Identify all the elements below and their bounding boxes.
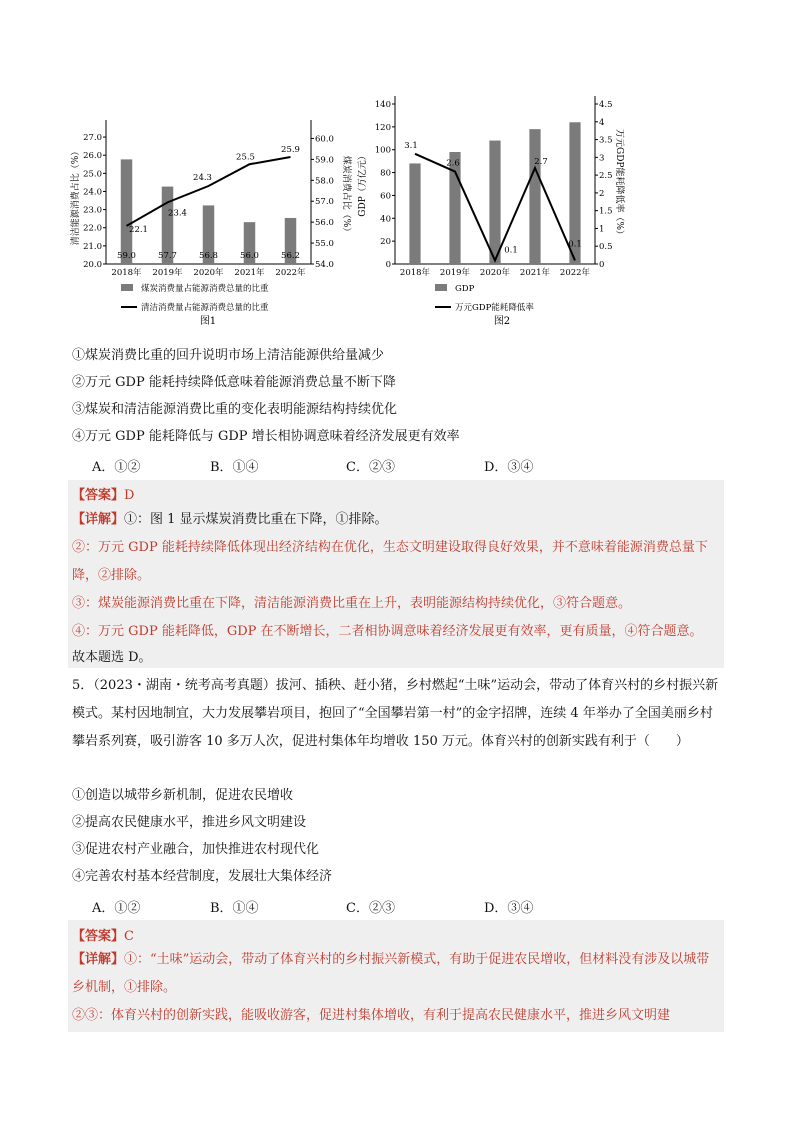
bar xyxy=(489,141,500,264)
answer-value: C xyxy=(124,929,134,944)
right-tick-label: 0.5 xyxy=(599,242,613,253)
bar xyxy=(529,129,540,264)
left-tick-label: 100 xyxy=(374,145,391,156)
answer-value: D xyxy=(124,488,135,503)
bar xyxy=(121,159,132,264)
figure-2-chart xyxy=(355,92,655,338)
q5-option-b: B．①④ xyxy=(210,901,259,916)
right-axis-title: 万元GDP能耗降低率（%） xyxy=(614,128,624,240)
figure-caption: 图1 xyxy=(199,316,217,327)
q4-statement-1: ①煤炭消费比重的回升说明市场上清洁能源供给量减少 xyxy=(72,348,385,363)
category-label: 2022年 xyxy=(559,268,591,278)
left-tick-label: 60 xyxy=(380,191,391,202)
q4-detail-4: ④：万元 GDP 能耗降低，GDP 在不断增长，二者相协调意味着经济发展更有效率，更有质量，④符合题意。 xyxy=(72,624,703,639)
left-tick-label: 24.0 xyxy=(83,187,102,198)
left-tick-label: 20 xyxy=(380,237,391,248)
left-tick-label: 27.0 xyxy=(83,133,102,144)
right-tick-label: 4 xyxy=(599,117,605,128)
category-label: 2018年 xyxy=(111,268,142,278)
category-label: 2019年 xyxy=(152,268,183,278)
q5-statement-4: ④完善农村基本经营制度，发展壮大集体经济 xyxy=(72,869,333,884)
q4-option-b: B．①④ xyxy=(210,460,259,475)
left-tick-label: 22.0 xyxy=(83,223,102,234)
q4-detail-2: ②：万元 GDP 能耗持续降低体现出经济结构在优化，生态文明建设取得良好效果，并不意味着能源消费总量下降，②排除。 xyxy=(72,540,708,583)
bar-value-label: 57.7 xyxy=(158,251,177,261)
q5-statement-1: ①创造以城带乡新机制，促进农民增收 xyxy=(72,788,294,803)
category-label: 2021年 xyxy=(519,268,551,278)
right-axis-title: 煤炭消费占比（%） xyxy=(341,155,351,237)
right-tick-label: 3 xyxy=(599,153,605,164)
q5-detail-2: ②③：体育兴村的创新实践，能吸收游客，促进村集体增收，有利于提高农民健康水平，推进乡风文明建 xyxy=(72,1008,671,1023)
legend-line-label: 清洁消费量占能源消费总量的比重 xyxy=(141,303,269,313)
line-value-label: 25.9 xyxy=(281,145,300,156)
bar xyxy=(409,163,420,264)
right-tick-label: 57.0 xyxy=(315,197,334,208)
q5-option-a: A．①② xyxy=(92,901,141,916)
legend-line-label: 万元GDP能耗降低率 xyxy=(455,303,534,313)
q4-statement-3: ③煤炭和清洁能源消费比重的变化表明能源结构持续优化 xyxy=(72,402,398,417)
q4-option-a: A．①② xyxy=(92,460,141,475)
right-tick-label: 58.0 xyxy=(315,176,334,187)
q5-answer xyxy=(72,925,134,944)
left-tick-label: 23.0 xyxy=(83,205,102,216)
left-tick-label: 0 xyxy=(385,260,391,270)
figure-caption: 图2 xyxy=(493,316,511,327)
line-value-label: 3.1 xyxy=(404,140,418,151)
legend-bar-label: GDP xyxy=(455,284,475,294)
left-tick-label: 20.0 xyxy=(83,260,102,270)
category-label: 2018年 xyxy=(399,268,431,278)
category-label: 2021年 xyxy=(234,268,265,278)
right-tick-label: 1.5 xyxy=(599,206,613,217)
right-tick-label: 55.0 xyxy=(315,239,334,250)
q4-detail-3: ③：煤炭能源消费比重在下降，清洁能源消费比重在上升，表明能源结构持续优化，③符合题意。 xyxy=(72,596,632,611)
category-label: 2020年 xyxy=(479,268,511,278)
q5-option-c: C．②③ xyxy=(346,901,395,916)
bar-value-label: 56.0 xyxy=(240,251,259,261)
left-tick-label: 21.0 xyxy=(83,241,102,252)
detail-tag: 【详解】 xyxy=(72,512,125,527)
right-tick-label: 2.5 xyxy=(599,171,613,182)
left-tick-label: 26.0 xyxy=(83,151,102,162)
right-tick-label: 56.0 xyxy=(315,218,334,229)
bar-value-label: 56.2 xyxy=(281,251,300,261)
line-value-label: 24.3 xyxy=(193,173,212,184)
left-axis-title: GDP（万亿元） xyxy=(358,151,368,217)
q5-stem: 5．（2023・湖南・统考高考真题）拔河、插秧、赶小猪，乡村燃起“土味”运动会，带动了体育兴村的乡村振兴新模式。某村因地制宜，大力发展攀岩项目，抱回了“全国攀岩第一村”的金字招牌，连续 4 年举办了全国美丽乡村攀岩系列赛，吸引游客 10 多万人次，促进村集体年均增收 150 万元。体育兴村的创新实践有利于（ ） xyxy=(72,678,719,749)
legend-bar-swatch xyxy=(435,284,447,291)
line-value-label: 2.7 xyxy=(534,157,548,167)
q4-answer xyxy=(72,484,134,503)
q5-statement-2: ②提高农民健康水平，推进乡风文明建设 xyxy=(72,815,307,830)
detail-tag: 【详解】 xyxy=(72,952,125,967)
q4-option-c: C．②③ xyxy=(346,460,395,475)
line-value-label: 25.5 xyxy=(236,152,255,163)
right-tick-label: 0 xyxy=(599,260,605,270)
q4-statement-4: ④万元 GDP 能耗降低与 GDP 增长相协调意味着经济发展更有效率 xyxy=(72,429,460,444)
legend-bar-swatch xyxy=(121,284,133,291)
line-value-label: 2.6 xyxy=(446,158,460,169)
left-axis-title: 清洁能源消费占比（%） xyxy=(71,146,81,246)
category-label: 2019年 xyxy=(439,268,471,278)
line-value-label: 22.1 xyxy=(129,224,148,235)
right-tick-label: 4.5 xyxy=(599,100,613,110)
left-tick-label: 120 xyxy=(374,122,391,133)
right-tick-label: 54.0 xyxy=(315,260,334,270)
right-tick-label: 60.0 xyxy=(315,134,334,145)
q4-option-d: D．③④ xyxy=(484,460,534,475)
category-label: 2020年 xyxy=(193,268,224,278)
q5-detail-1: 【详解】①：“土味”运动会，带动了体育兴村的乡村振兴新模式，有助于促进农民增收，但材料没有涉及以城带乡机制，①排除。 xyxy=(72,952,710,995)
category-label: 2022年 xyxy=(275,268,306,278)
q5-option-d: D．③④ xyxy=(484,901,534,916)
right-tick-label: 59.0 xyxy=(315,155,334,166)
line-value-label: 0.1 xyxy=(568,239,582,250)
left-tick-label: 80 xyxy=(380,168,391,179)
left-tick-label: 140 xyxy=(374,100,391,110)
q4-conclusion: 故本题选 D。 xyxy=(72,650,152,665)
answer-tag: 【答案】 xyxy=(72,929,125,944)
line-value-label: 0.1 xyxy=(504,245,518,256)
figure-1-chart xyxy=(66,96,366,338)
bar-value-label: 59.0 xyxy=(117,251,136,261)
right-tick-label: 1 xyxy=(599,224,605,235)
q4-detail-1: 【详解】①：图 1 显示煤炭消费比重在下降，①排除。 xyxy=(72,512,388,527)
bar-value-label: 56.8 xyxy=(199,251,218,261)
right-tick-label: 2 xyxy=(599,188,605,199)
q5-statement-3: ③促进农村产业融合，加快推进农村现代化 xyxy=(72,842,320,857)
answer-tag: 【答案】 xyxy=(72,488,125,503)
q4-statement-2: ②万元 GDP 能耗持续降低意味着能源消费总量不断下降 xyxy=(72,375,396,390)
line-value-label: 23.4 xyxy=(168,208,187,219)
left-tick-label: 40 xyxy=(380,214,391,225)
legend-bar-label: 煤炭消费量占能源消费总量的比重 xyxy=(141,284,269,294)
right-tick-label: 3.5 xyxy=(599,135,613,146)
left-tick-label: 25.0 xyxy=(83,169,102,180)
